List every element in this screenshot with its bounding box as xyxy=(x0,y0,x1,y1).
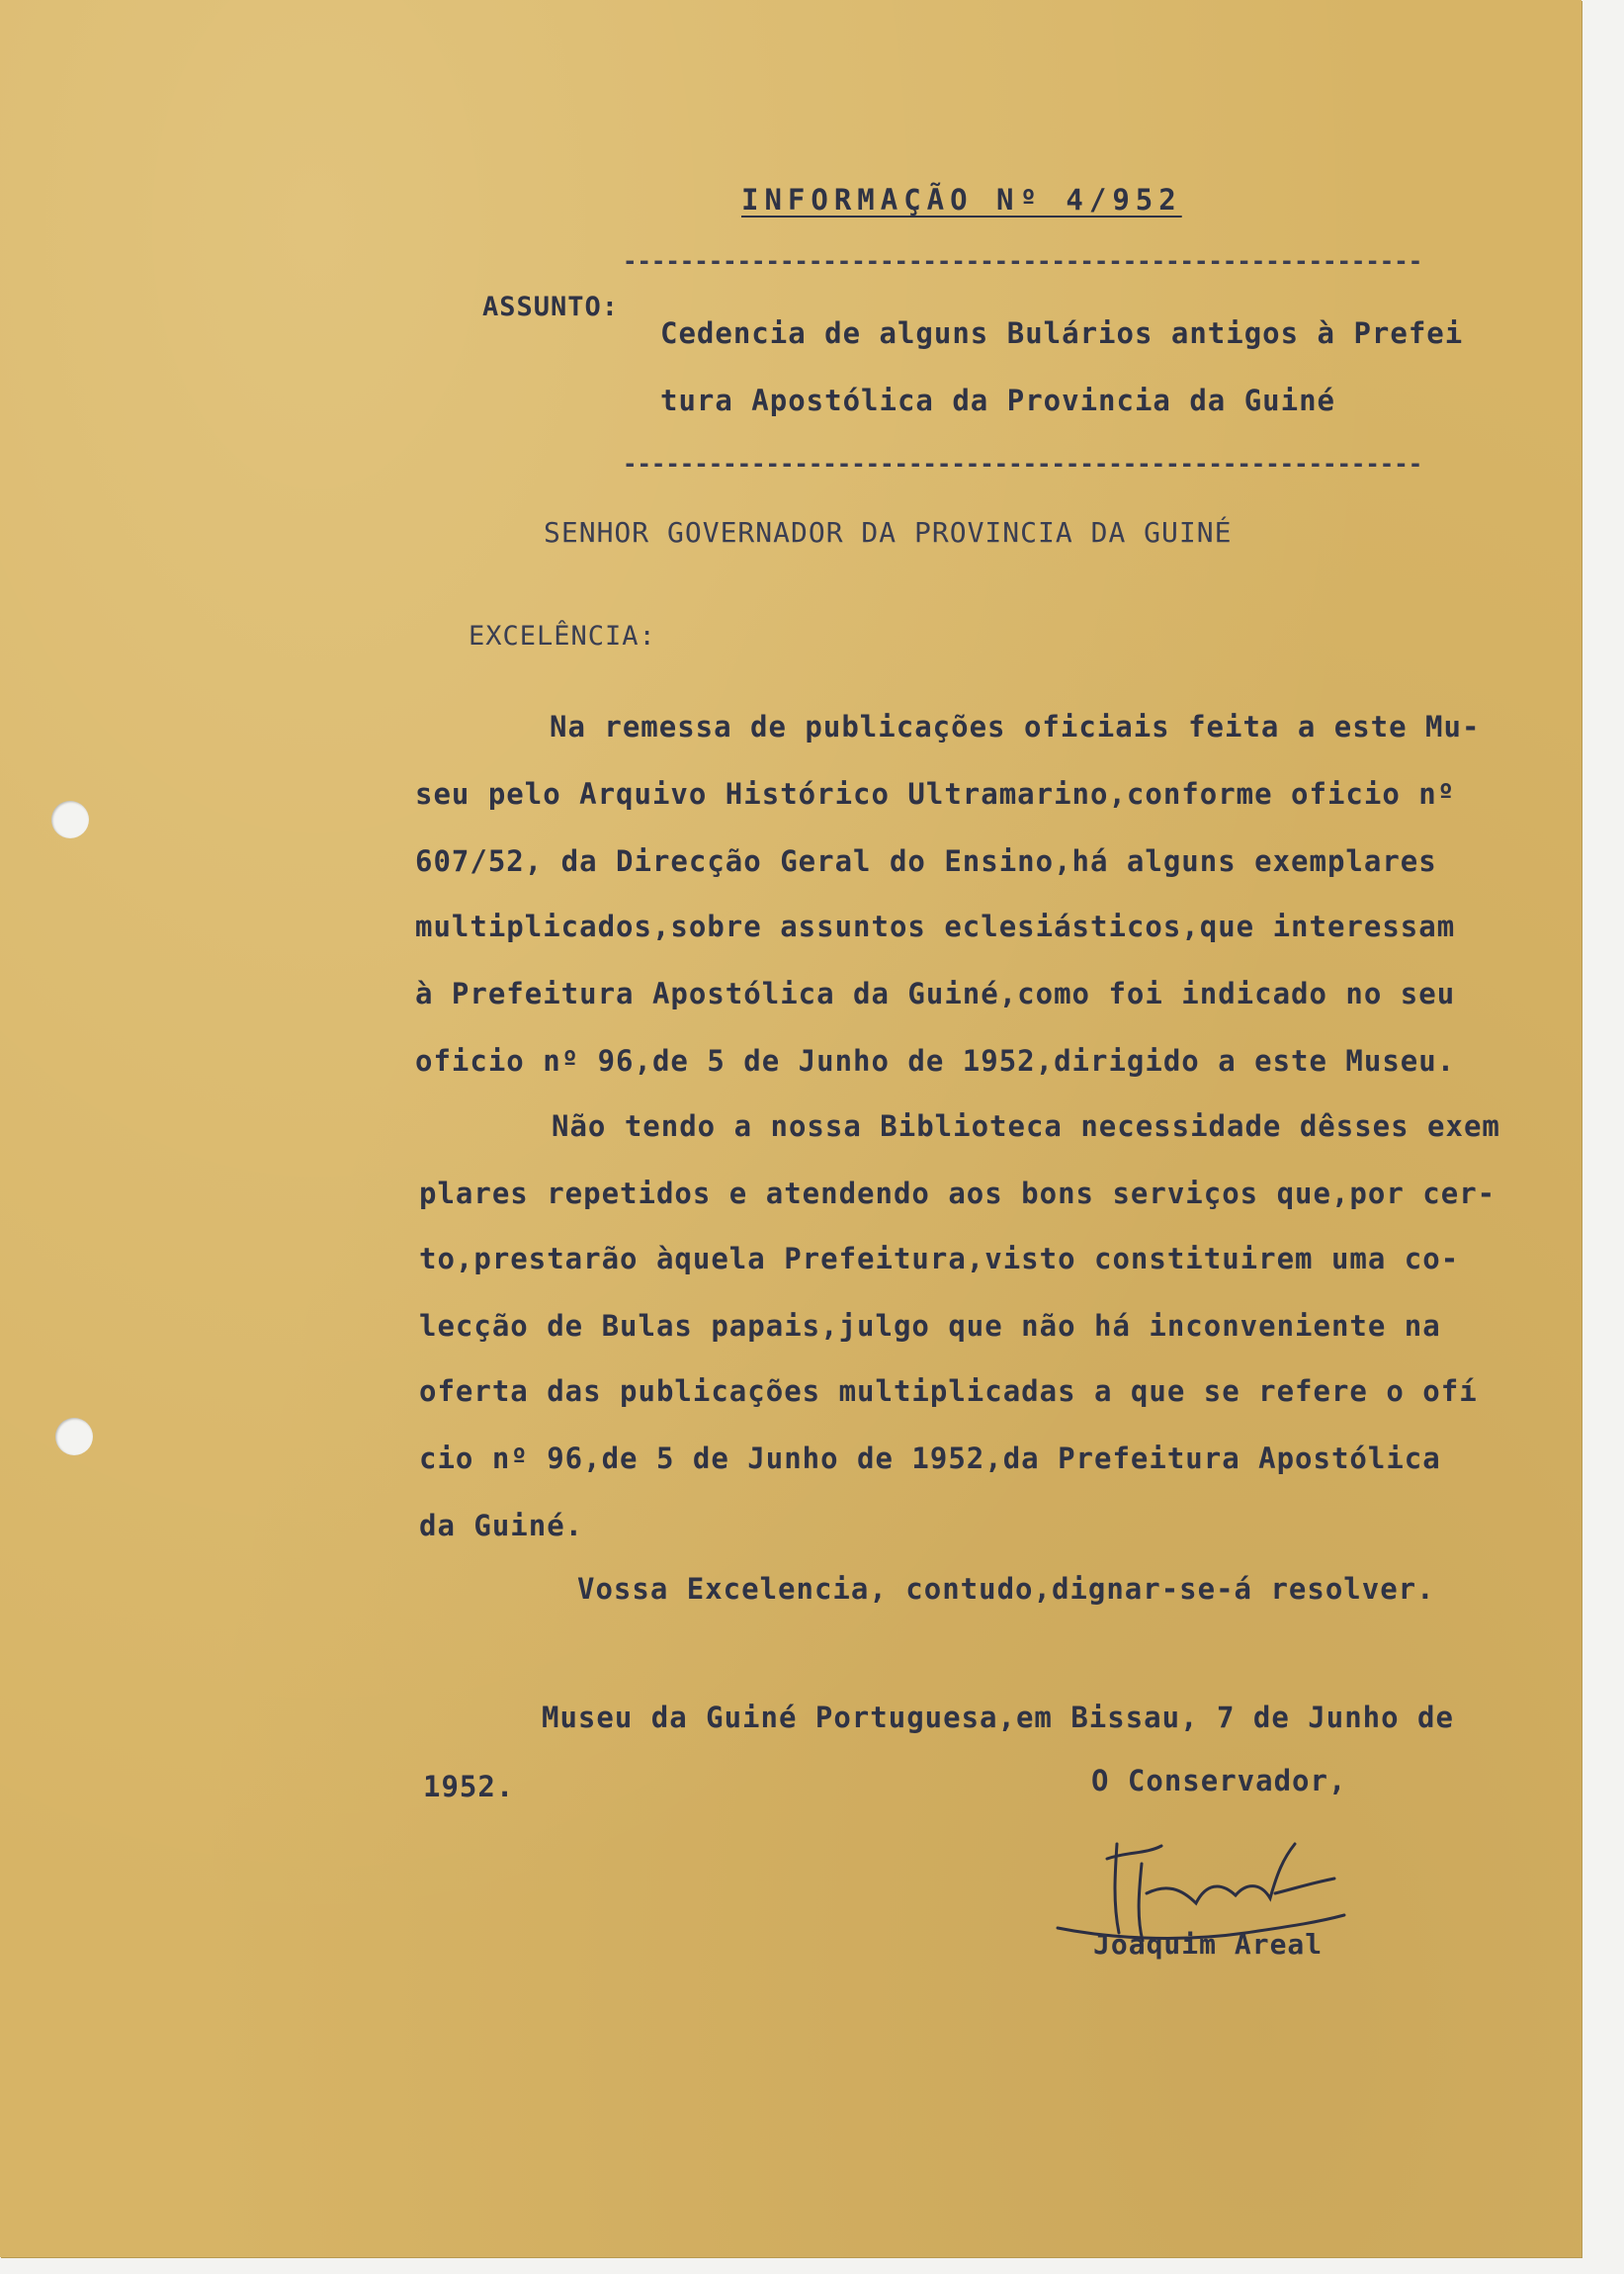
body-line: cio nº 96,de 5 de Junho de 1952,da Prefeitura Apostólica xyxy=(419,1442,1441,1475)
signer-role: O Conservador, xyxy=(1091,1764,1347,1797)
subject-line: tura Apostólica da Provincia da Guiné xyxy=(660,384,1336,417)
body-line: Vossa Excelencia, contudo,dignar-se-á resolver. xyxy=(577,1572,1435,1606)
signer-name: Joaquim Areal xyxy=(1093,1928,1324,1961)
divider-line: -------------------------------------------------------- xyxy=(623,247,1423,275)
divider-line: -------------------------------------------------------- xyxy=(623,450,1423,478)
punch-hole xyxy=(55,1418,93,1455)
subject-label: ASSUNTO: xyxy=(482,292,620,322)
body-line: 607/52, da Direcção Geral do Ensino,há alguns exemplares xyxy=(415,844,1437,878)
date-year: 1952. xyxy=(423,1770,515,1803)
salutation: EXCELÊNCIA: xyxy=(469,621,656,652)
body-line: multiplicados,sobre assuntos eclesiásticos,que interessam xyxy=(415,910,1456,943)
body-line: à Prefeitura Apostólica da Guiné,como foi indicado no seu xyxy=(415,977,1456,1010)
body-line: Não tendo a nossa Biblioteca necessidade dêsses exem xyxy=(552,1109,1500,1143)
body-line: da Guiné. xyxy=(419,1509,584,1542)
body-line: seu pelo Arquivo Histórico Ultramarino,conforme oficio nº xyxy=(415,777,1456,811)
body-line: to,prestarão àquela Prefeitura,visto constituirem uma co- xyxy=(419,1242,1460,1275)
body-line: oferta das publicações multiplicadas a que se refere o ofí xyxy=(419,1374,1478,1408)
place-date: Museu da Guiné Portuguesa,em Bissau, 7 de Junho de xyxy=(542,1701,1454,1734)
document-title: INFORMAÇÃO Nº 4/952 xyxy=(741,183,1182,217)
subject-line: Cedencia de alguns Bulários antigos à Prefei xyxy=(660,316,1464,350)
body-line: Na remessa de publicações oficiais feita a este Mu- xyxy=(550,710,1481,743)
body-line: lecção de Bulas papais,julgo que não há inconveniente na xyxy=(419,1309,1441,1343)
punch-hole xyxy=(51,801,89,838)
body-line: oficio nº 96,de 5 de Junho de 1952,dirigido a este Museu. xyxy=(415,1044,1456,1078)
body-line: plares repetidos e atendendo aos bons serviços que,por cer- xyxy=(419,1177,1496,1210)
addressee: SENHOR GOVERNADOR DA PROVINCIA DA GUINÉ xyxy=(544,516,1233,549)
